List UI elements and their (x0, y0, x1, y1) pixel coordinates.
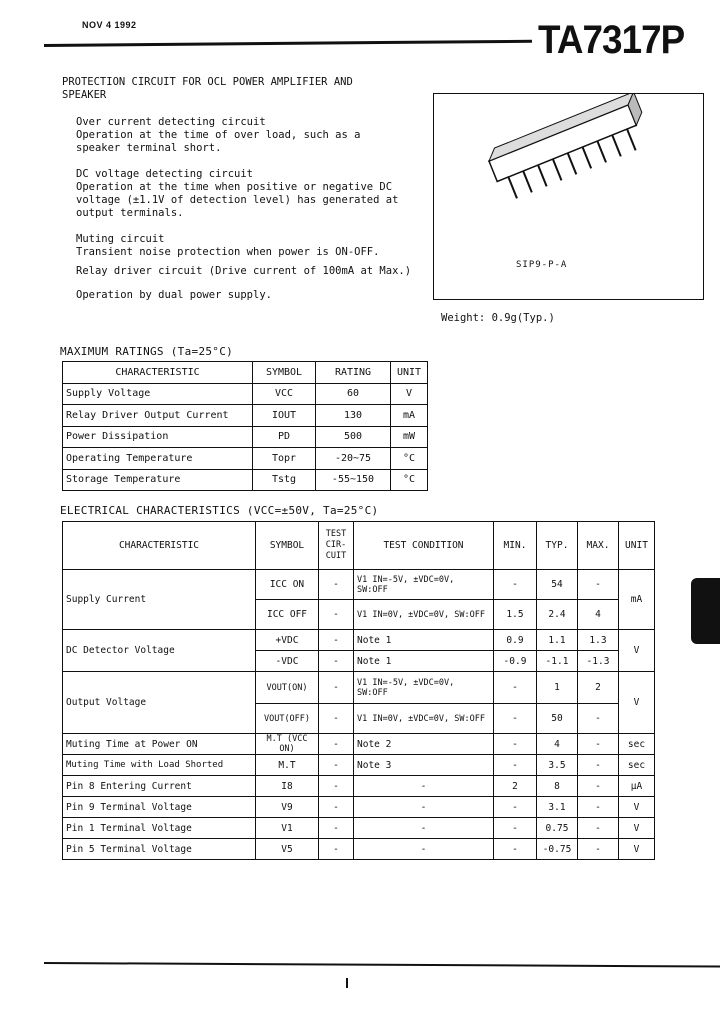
table-header-cell: TEST CIR-CUIT (319, 522, 354, 570)
table-header-row (63, 362, 428, 384)
table-row (63, 839, 655, 860)
feature-item: Over current detecting circuit Operation at the time of over load, such as a speaker terminal short. (76, 116, 361, 154)
table-cell: Muting Time with Load Shorted (63, 755, 256, 776)
table-cell: VOUT(OFF) (256, 704, 319, 734)
table-header-cell: CHARACTERISTIC (63, 362, 253, 384)
table-cell: VOUT(ON) (256, 672, 319, 704)
table-cell: - (578, 839, 619, 860)
table-cell: Power Dissipation (63, 426, 253, 448)
table-cell: V1 IN=0V, ±VDC=0V, SW:OFF (354, 704, 494, 734)
table-cell: Supply Current (63, 570, 256, 630)
table-cell: 4 (578, 600, 619, 630)
table-cell: - (578, 570, 619, 600)
table-cell: - (319, 839, 354, 860)
table-cell: Pin 1 Terminal Voltage (63, 818, 256, 839)
table-cell: 8 (537, 776, 578, 797)
table-cell: PD (253, 426, 316, 448)
table-cell: - (319, 630, 354, 651)
package-drawing-box (433, 93, 704, 300)
table-row (63, 448, 428, 470)
table-cell: V1 (256, 818, 319, 839)
table-cell: 500 (316, 426, 391, 448)
table-cell: - (319, 797, 354, 818)
table-header-cell: TYP. (537, 522, 578, 570)
table-cell: -1.3 (578, 651, 619, 672)
table-cell: - (494, 839, 537, 860)
table-cell: - (319, 600, 354, 630)
table-cell: 3.1 (537, 797, 578, 818)
table-row (63, 426, 428, 448)
table-cell: 2 (578, 672, 619, 704)
table-cell: V (619, 818, 655, 839)
table-cell: -55~150 (316, 469, 391, 491)
table-cell: M.T (256, 755, 319, 776)
table-cell: -20~75 (316, 448, 391, 470)
table-cell: - (319, 755, 354, 776)
feature-item: Muting circuit Transient noise protection when power is ON-OFF. (76, 233, 380, 258)
table-cell: 130 (316, 405, 391, 427)
table-header-cell: SYMBOL (256, 522, 319, 570)
table-cell: -0.75 (537, 839, 578, 860)
table-cell: I8 (256, 776, 319, 797)
table-cell: ICC ON (256, 570, 319, 600)
table-row (63, 630, 655, 651)
table-cell: Relay Driver Output Current (63, 405, 253, 427)
table-cell: sec (619, 734, 655, 755)
table-cell: - (319, 776, 354, 797)
table-cell: V9 (256, 797, 319, 818)
table-header-cell: SYMBOL (253, 362, 316, 384)
table-cell: Supply Voltage (63, 383, 253, 405)
table-cell: V1 IN=-5V, ±VDC=0V, SW:OFF (354, 672, 494, 704)
table-row (63, 818, 655, 839)
table-cell: Note 1 (354, 630, 494, 651)
table-cell: Tstg (253, 469, 316, 491)
table-cell: 1.3 (578, 630, 619, 651)
table-cell: Note 1 (354, 651, 494, 672)
feature-item: Relay driver circuit (Drive current of 100mA at Max.) (76, 265, 412, 277)
table-cell: -0.9 (494, 651, 537, 672)
table-row (63, 405, 428, 427)
table-cell: Storage Temperature (63, 469, 253, 491)
table-cell: 0.9 (494, 630, 537, 651)
package-weight: Weight: 0.9g(Typ.) (441, 312, 555, 324)
table-cell: 4 (537, 734, 578, 755)
table-cell: - (319, 570, 354, 600)
table-header-cell: RATING (316, 362, 391, 384)
feature-item: Operation by dual power supply. (76, 289, 272, 301)
table-cell: - (354, 839, 494, 860)
package-label: SIP9-P-A (516, 260, 568, 270)
table-cell: 3.5 (537, 755, 578, 776)
table-cell: 0.75 (537, 818, 578, 839)
table-cell: DC Detector Voltage (63, 630, 256, 672)
table-cell: -VDC (256, 651, 319, 672)
section-index-tab (691, 578, 720, 644)
elec-char-table (62, 521, 655, 860)
table-cell: Operating Temperature (63, 448, 253, 470)
table-cell: - (578, 797, 619, 818)
table-row (63, 755, 655, 776)
table-cell: - (494, 704, 537, 734)
table-cell: - (354, 797, 494, 818)
table-cell: - (494, 818, 537, 839)
table-cell: V (619, 672, 655, 734)
table-header-cell: MIN. (494, 522, 537, 570)
table-cell: - (319, 818, 354, 839)
table-cell: VCC (253, 383, 316, 405)
table-cell: - (494, 755, 537, 776)
table-cell: Topr (253, 448, 316, 470)
table-row (63, 469, 428, 491)
table-cell: mA (391, 405, 428, 427)
table-cell: 1 (537, 672, 578, 704)
table-cell: Pin 9 Terminal Voltage (63, 797, 256, 818)
table-header-row (63, 522, 655, 570)
table-cell: -1.1 (537, 651, 578, 672)
table-cell: 1.5 (494, 600, 537, 630)
table-cell: 60 (316, 383, 391, 405)
table-cell: - (354, 818, 494, 839)
table-cell: - (319, 734, 354, 755)
table-cell: μA (619, 776, 655, 797)
table-cell: 2.4 (537, 600, 578, 630)
table-cell: - (578, 818, 619, 839)
table-cell: V (391, 383, 428, 405)
table-cell: - (578, 704, 619, 734)
footer-rule (44, 962, 720, 968)
header-rule (44, 40, 532, 47)
table-row (63, 570, 655, 600)
table-cell: °C (391, 448, 428, 470)
table-row (63, 383, 428, 405)
table-cell: - (494, 734, 537, 755)
table-cell: ICC OFF (256, 600, 319, 630)
table-cell: - (319, 704, 354, 734)
device-title: PROTECTION CIRCUIT FOR OCL POWER AMPLIFIER AND SPEAKER (62, 76, 353, 101)
table-header-cell: TEST CONDITION (354, 522, 494, 570)
table-header-cell: CHARACTERISTIC (63, 522, 256, 570)
table-cell: V5 (256, 839, 319, 860)
package-drawing (434, 94, 703, 299)
table-cell: - (319, 672, 354, 704)
table-cell: M.T (VCC ON) (256, 734, 319, 755)
table-cell: - (494, 797, 537, 818)
table-cell: 2 (494, 776, 537, 797)
table-cell: - (494, 570, 537, 600)
print-date: NOV 4 1992 (82, 20, 137, 30)
feature-item: DC voltage detecting circuit Operation at the time when positive or negative DC voltage (±1.1V of detection level) has generated at output terminals. (76, 168, 399, 219)
table-cell: V1 IN=0V, ±VDC=0V, SW:OFF (354, 600, 494, 630)
table-row (63, 797, 655, 818)
table-cell: V (619, 630, 655, 672)
table-cell: 54 (537, 570, 578, 600)
table-cell: V1 IN=-5V, ±VDC=0V, SW:OFF (354, 570, 494, 600)
table-cell: - (578, 776, 619, 797)
table-cell: IOUT (253, 405, 316, 427)
table-cell: sec (619, 755, 655, 776)
table-cell: 1.1 (537, 630, 578, 651)
table-cell: - (578, 734, 619, 755)
table-header-cell: UNIT (391, 362, 428, 384)
table-cell: 50 (537, 704, 578, 734)
table-cell: - (354, 776, 494, 797)
table-cell: - (494, 672, 537, 704)
table-cell: °C (391, 469, 428, 491)
table-cell: V (619, 839, 655, 860)
page-tick-mark (346, 978, 348, 988)
max-ratings-table (62, 361, 428, 491)
table-row (63, 672, 655, 704)
table-cell: - (578, 755, 619, 776)
table-row (63, 776, 655, 797)
table-row (63, 734, 655, 755)
table-cell: Pin 8 Entering Current (63, 776, 256, 797)
table-header-cell: UNIT (619, 522, 655, 570)
table-cell: mA (619, 570, 655, 630)
table-cell: Muting Time at Power ON (63, 734, 256, 755)
table-cell: +VDC (256, 630, 319, 651)
table-cell: - (319, 651, 354, 672)
part-number: TA7317P (538, 18, 685, 62)
table-cell: Note 3 (354, 755, 494, 776)
elec-char-title: ELECTRICAL CHARACTERISTICS (VCC=±50V, Ta=25°C) (60, 504, 379, 517)
table-cell: Note 2 (354, 734, 494, 755)
max-ratings-title: MAXIMUM RATINGS (Ta=25°C) (60, 345, 234, 358)
table-cell: V (619, 797, 655, 818)
table-cell: Output Voltage (63, 672, 256, 734)
table-cell: mW (391, 426, 428, 448)
table-header-cell: MAX. (578, 522, 619, 570)
table-cell: Pin 5 Terminal Voltage (63, 839, 256, 860)
